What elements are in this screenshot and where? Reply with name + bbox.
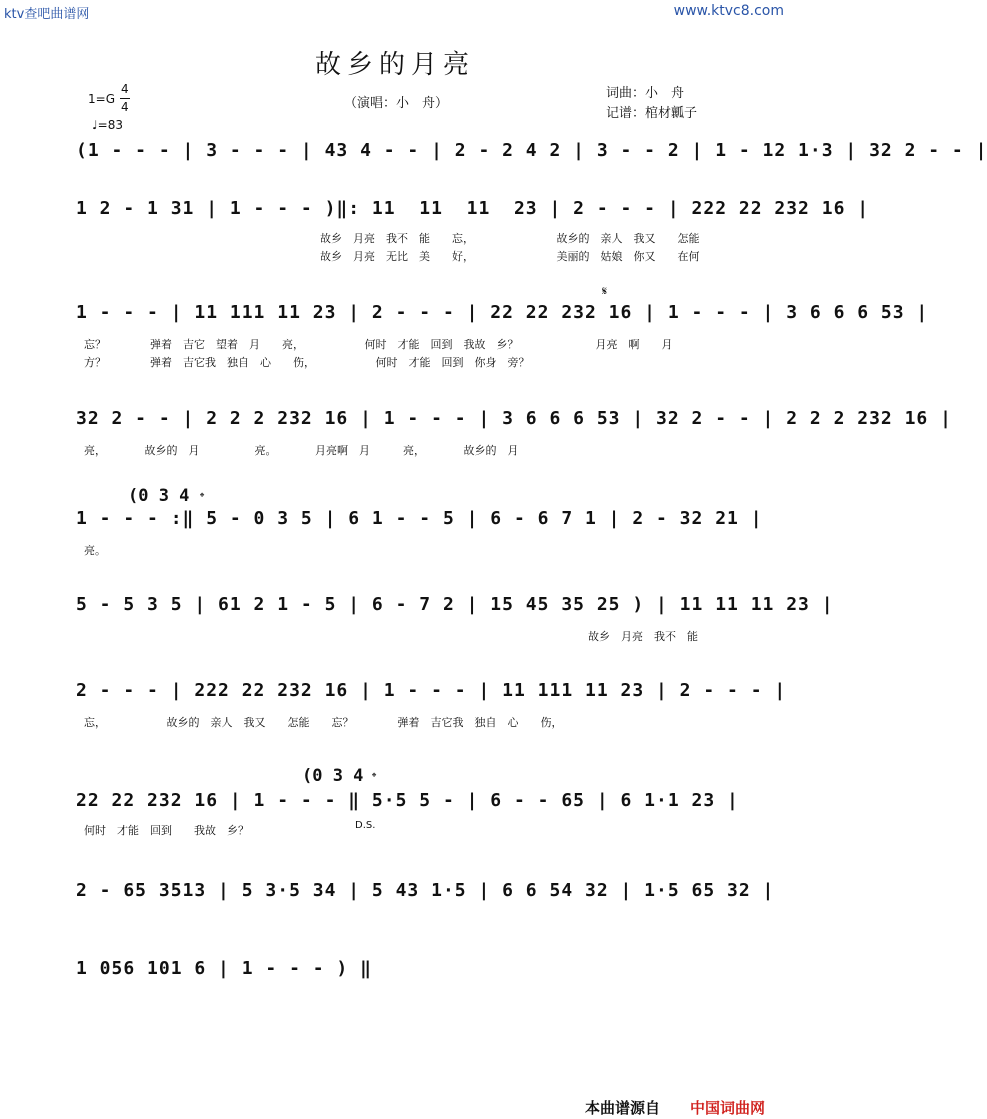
- staff-line-9: [76, 880, 775, 904]
- notation-line-7: 2 - - - | 222 22 232 16 | 1 - - - | 11 111 11 23 | 2 - - - |: [76, 680, 787, 701]
- notation-line-1: (1 - - - | 3 - - - | 43 4 - - | 2 - 2 4 2 | 3 - - 2 | 1 - 12 1·3 | 32 2 - - |: [76, 140, 987, 161]
- coda-sign-2: 𝄌: [372, 770, 377, 784]
- staff-line-4: [76, 408, 952, 457]
- notation-line-2: 1 2 - 1 31 | 1 - - - )‖: 11 11 11 23 | 2 - - - | 222 22 232 16 |: [76, 198, 870, 219]
- lyrics-line-3a: 忘？ 弹着 吉它 望着 月 亮， 何时 才能 回到 我故 乡？ 月亮 啊 月: [84, 338, 673, 351]
- lyrics-line-3b: 方？ 弹着 吉它我 独自 心 伤， 何时 才能 回到 你身 旁？: [84, 356, 530, 369]
- coda-intro-notes: (0 3 4: [128, 486, 190, 506]
- transcriber-credit: 记谱：棺材瓤子: [606, 106, 698, 121]
- tempo-marking: ♩=83: [92, 118, 123, 132]
- notation-line-4: 32 2 - - | 2 2 2 232 16 | 1 - - - | 3 6 6 6 53 | 32 2 - - | 2 2 2 232 16 |: [76, 408, 952, 429]
- notation-line-9: 2 - 65 3513 | 5 3·5 34 | 5 43 1·5 | 6 6 54 32 | 1·5 65 32 |: [76, 880, 775, 901]
- staff-line-3: [76, 302, 929, 369]
- ds-marking: D.S.: [355, 820, 376, 831]
- notation-line-6: 5 - 5 3 5 | 61 2 1 - 5 | 6 - 7 2 | 15 45 35 25 ) | 11 11 11 23 |: [76, 594, 834, 615]
- singer-credit: （演唱：小 舟）: [344, 96, 449, 111]
- lyrics-line-5: 亮。: [84, 544, 106, 557]
- lyrics-line-8: 何时 才能 回到 我故 乡？: [84, 824, 249, 837]
- coda-intro-notes-2: (0 3 4: [302, 766, 364, 786]
- lyrics-line-6: 故乡 月亮 我不 能: [588, 630, 698, 643]
- lyrics-line-2b: 故乡 月亮 无比 美 好， 美丽的 姑娘 你又 在何: [320, 250, 700, 263]
- site-watermark-right[interactable]: www.ktvc8.com: [673, 3, 784, 19]
- lyrics-line-4: 亮， 故乡的 月 亮。 月亮啊 月 亮， 故乡的 月: [84, 444, 519, 457]
- time-signature-bottom: 4: [121, 100, 129, 114]
- source-site-link[interactable]: 中国词曲网: [690, 1099, 766, 1117]
- notation-line-10: 1 056 101 6 | 1 - - - ) ‖: [76, 958, 372, 979]
- staff-line-2: [76, 198, 870, 263]
- key-signature: 1=G: [88, 92, 115, 106]
- coda-sign: 𝄌: [200, 490, 205, 504]
- segno-sign: 𝄋: [602, 284, 608, 298]
- lyrics-line-7: 忘， 故乡的 亲人 我又 怎能 忘？ 弹着 吉它我 独自 心 伤，: [84, 716, 563, 729]
- site-watermark-left[interactable]: ktv查吧曲谱网: [4, 7, 90, 22]
- staff-line-7: [76, 680, 787, 729]
- lyrics-line-2a: 故乡 月亮 我不 能 忘， 故乡的 亲人 我又 怎能: [320, 232, 700, 245]
- song-title: 故乡的月亮: [314, 50, 475, 80]
- notation-line-5: 1 - - - :‖ 5 - 0 3 5 | 6 1 - - 5 | 6 - 6 7 1 | 2 - 32 21 |: [76, 508, 763, 529]
- time-signature-divider: [120, 98, 130, 99]
- source-label: 本曲谱源自: [585, 1099, 661, 1117]
- time-signature-top: 4: [121, 82, 129, 96]
- notation-line-3: 1 - - - | 11 111 11 23 | 2 - - - | 22 22 232 16 | 1 - - - | 3 6 6 6 53 |: [76, 302, 929, 323]
- staff-line-5: [76, 508, 763, 557]
- staff-line-1: [76, 140, 987, 164]
- lyrics-music-credit: 词曲：小 舟: [606, 86, 685, 101]
- staff-line-10: [76, 958, 728, 982]
- notation-line-8: 22 22 232 16 | 1 - - - ‖ 5·5 5 - | 6 - - 65 | 6 1·1 23 |: [76, 790, 739, 811]
- staff-line-6: [76, 594, 834, 643]
